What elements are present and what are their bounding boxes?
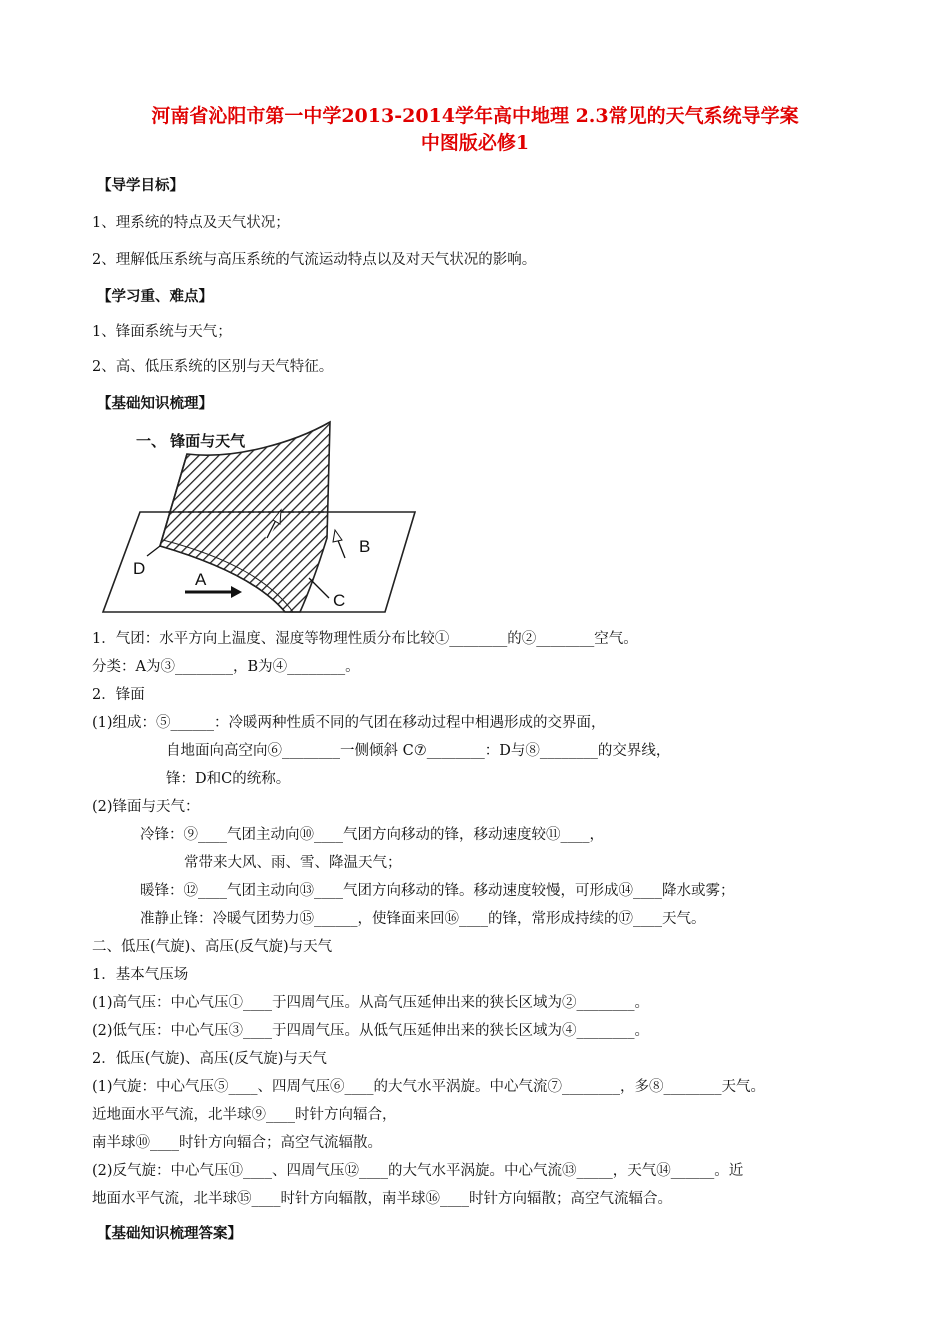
doc-title-line2: 中图版必修1	[420, 132, 530, 154]
text-line: 分类：A为③________，B为④________。	[92, 659, 360, 675]
basics-header: 【基础知识梳理】	[97, 395, 213, 412]
text-line: 常带来大风、雨、雪、降温天气；	[184, 855, 402, 871]
keypoint-item: 2、高、低压系统的区别与天气特征。	[92, 359, 334, 375]
goal-item: 1、理系统的特点及天气状况；	[92, 215, 290, 231]
text-line: 南半球⑩____时针方向辐合；高空气流辐散。	[92, 1135, 382, 1151]
label-a: A	[195, 570, 207, 589]
text-line: 地面水平气流，北半球⑮____时针方向辐散，南半球⑯____时针方向辐散；高空气流辐合。	[92, 1191, 672, 1207]
text-line: 2．锋面	[92, 687, 145, 703]
text-line: 二、低压(气旋)、高压(反气旋)与天气	[92, 939, 333, 955]
keypoint-item: 1、锋面系统与天气；	[92, 324, 232, 340]
label-b: B	[359, 537, 371, 556]
label-c: C	[333, 591, 346, 610]
text-line: 1．气团：水平方向上温度、湿度等物理性质分布比较①________的②________空气。	[92, 631, 638, 647]
label-d: D	[133, 559, 146, 578]
text-line: (2)锋面与天气：	[92, 799, 200, 815]
goal-item: 2、理解低压系统与高压系统的气流运动特点以及对天气状况的影响。	[92, 252, 537, 268]
text-line: 冷锋：⑨____气团主动向⑩____气团方向移动的锋，移动速度较⑪____，	[140, 827, 604, 843]
text-line: 暖锋：⑫____气团主动向⑬____气团方向移动的锋。移动速度较慢，可形成⑭____降水或雾；	[140, 883, 735, 899]
text-line: (1)高气压：中心气压①____于四周气压。从高气压延伸出来的狭长区域为②________。	[92, 995, 650, 1011]
text-line: (2)反气旋：中心气压⑪____、四周气压⑫____的大气水平涡旋。中心气流⑬_____，天气⑭______。近	[92, 1163, 744, 1179]
text-line: 近地面水平气流，北半球⑨____时针方向辐合，	[92, 1107, 397, 1123]
text-line: 锋：D和C的统称。	[166, 771, 291, 787]
text-line: 1．基本气压场	[92, 967, 189, 983]
text-line: (1)气旋：中心气压⑤____、四周气压⑥____的大气水平涡旋。中心气流⑦________，多⑧________天气。	[92, 1079, 766, 1095]
diagram-caption: 一、 锋面与天气	[136, 433, 246, 450]
keypoints-header: 【学习重、难点】	[97, 288, 213, 305]
text-line: (2)低气压：中心气压③____于四周气压。从低气压延伸出来的狭长区域为④________。	[92, 1023, 650, 1039]
text-line: 自地面向高空向⑥________一侧倾斜 C⑦________：D与⑧________的交界线，	[166, 743, 671, 759]
answers-header: 【基础知识梳理答案】	[97, 1225, 242, 1242]
goals-header: 【导学目标】	[97, 177, 184, 194]
text-line: 2．低压(气旋)、高压(反气旋)与天气	[92, 1051, 327, 1067]
doc-title-line1: 河南省沁阳市第一中学2013-2014学年高中地理 2.3常见的天气系统导学案	[151, 105, 799, 127]
text-line: 准静止锋：冷暖气团势力⑮______，使锋面来回⑯____的锋，常形成持续的⑰____天气。	[140, 911, 706, 927]
text-line: (1)组成：⑤______：冷暖两种性质不同的气团在移动过程中相遇形成的交界面，	[92, 715, 606, 731]
